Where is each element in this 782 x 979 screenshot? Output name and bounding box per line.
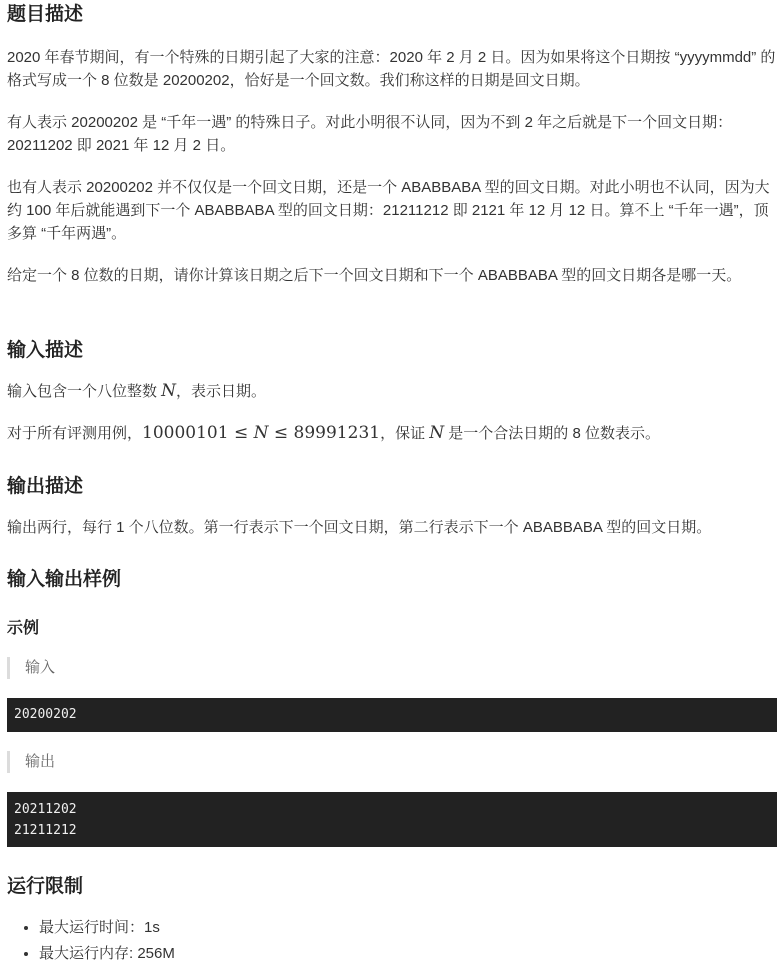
input-line-1-suffix: ，表示日期。: [176, 383, 267, 400]
input-line-2-suffix: 是一个合法日期的 8 位数表示。: [444, 425, 660, 442]
sample-input-block[interactable]: [7, 698, 777, 732]
description-paragraph-4: 给定一个 8 位数的日期，请你计算该日期之后下一个回文日期和下一个 ABABBABA 型的回文日期各是哪一天。: [7, 267, 742, 284]
input-variable-n-2: N: [429, 423, 445, 443]
input-variable-n: N: [161, 381, 177, 401]
input-line-1: [7, 380, 777, 403]
sample-input-label: [7, 657, 55, 679]
samples-heading: 输入输出样例: [7, 569, 122, 590]
sample-input-line: 20200202: [14, 707, 77, 722]
sample-input-label-text: 输入: [25, 659, 56, 676]
input-line-1-prefix: 输入包含一个八位整数: [7, 383, 162, 400]
description-paragraph-1: 2020 年春节期间，有一个特殊的日期引起了大家的注意：2020 年 2 月 2 日。因为如果将这个日期按 “yyyymmdd” 的格式写成一个 8 位数是 20200202，恰好是一个回文数。我们称这样的日期是回文日期。: [7, 49, 776, 89]
example-label: 示例: [7, 620, 40, 637]
output-description: 输出两行，每行 1 个八位数。第一行表示下一个回文日期，第二行表示下一个 ABABBABA 型的回文日期。: [7, 519, 712, 536]
input-heading: 输入描述: [7, 340, 84, 361]
sample-output-label-text: 输出: [25, 753, 56, 770]
description-heading: 题目描述: [7, 4, 84, 25]
input-line-2-mid: ，保证: [380, 425, 430, 442]
description-paragraph-2: 有人表示 20200202 是 “千年一遇” 的特殊日子。对此小明很不认同，因为不到 2 年之后就是下一个回文日期：20211202 即 2021 年 12 月 2 日。: [7, 114, 733, 154]
input-line-2-prefix: 对于所有评测用例，: [7, 425, 143, 442]
constraint-formula: 10000101 ≤ N ≤ 89991231: [142, 423, 381, 443]
sample-output-line: 20211202: [14, 802, 77, 817]
limits-list: [7, 915, 782, 967]
output-heading: 输出描述: [7, 476, 84, 497]
description-paragraph-3: 也有人表示 20200202 并不仅仅是一个回文日期，还是一个 ABABBABA 型的回文日期。对此小明也不认同，因为大约 100 年后就能遇到下一个 ABABBABA 型的回文日期：21211212 即 2121 年 12 月 12 日。算不上 “千年一遇”，顶多算 “千年两遇”。: [7, 179, 770, 242]
limit-memory: • 最大运行内存: 256M: [39, 941, 782, 967]
sample-output-line: 21211212: [14, 823, 77, 838]
sample-output-label: [7, 751, 55, 773]
input-line-2: [7, 422, 777, 445]
limit-time: • 最大运行时间：1s: [39, 915, 782, 941]
sample-output-block[interactable]: [7, 792, 777, 847]
limits-heading: 运行限制: [7, 876, 84, 897]
